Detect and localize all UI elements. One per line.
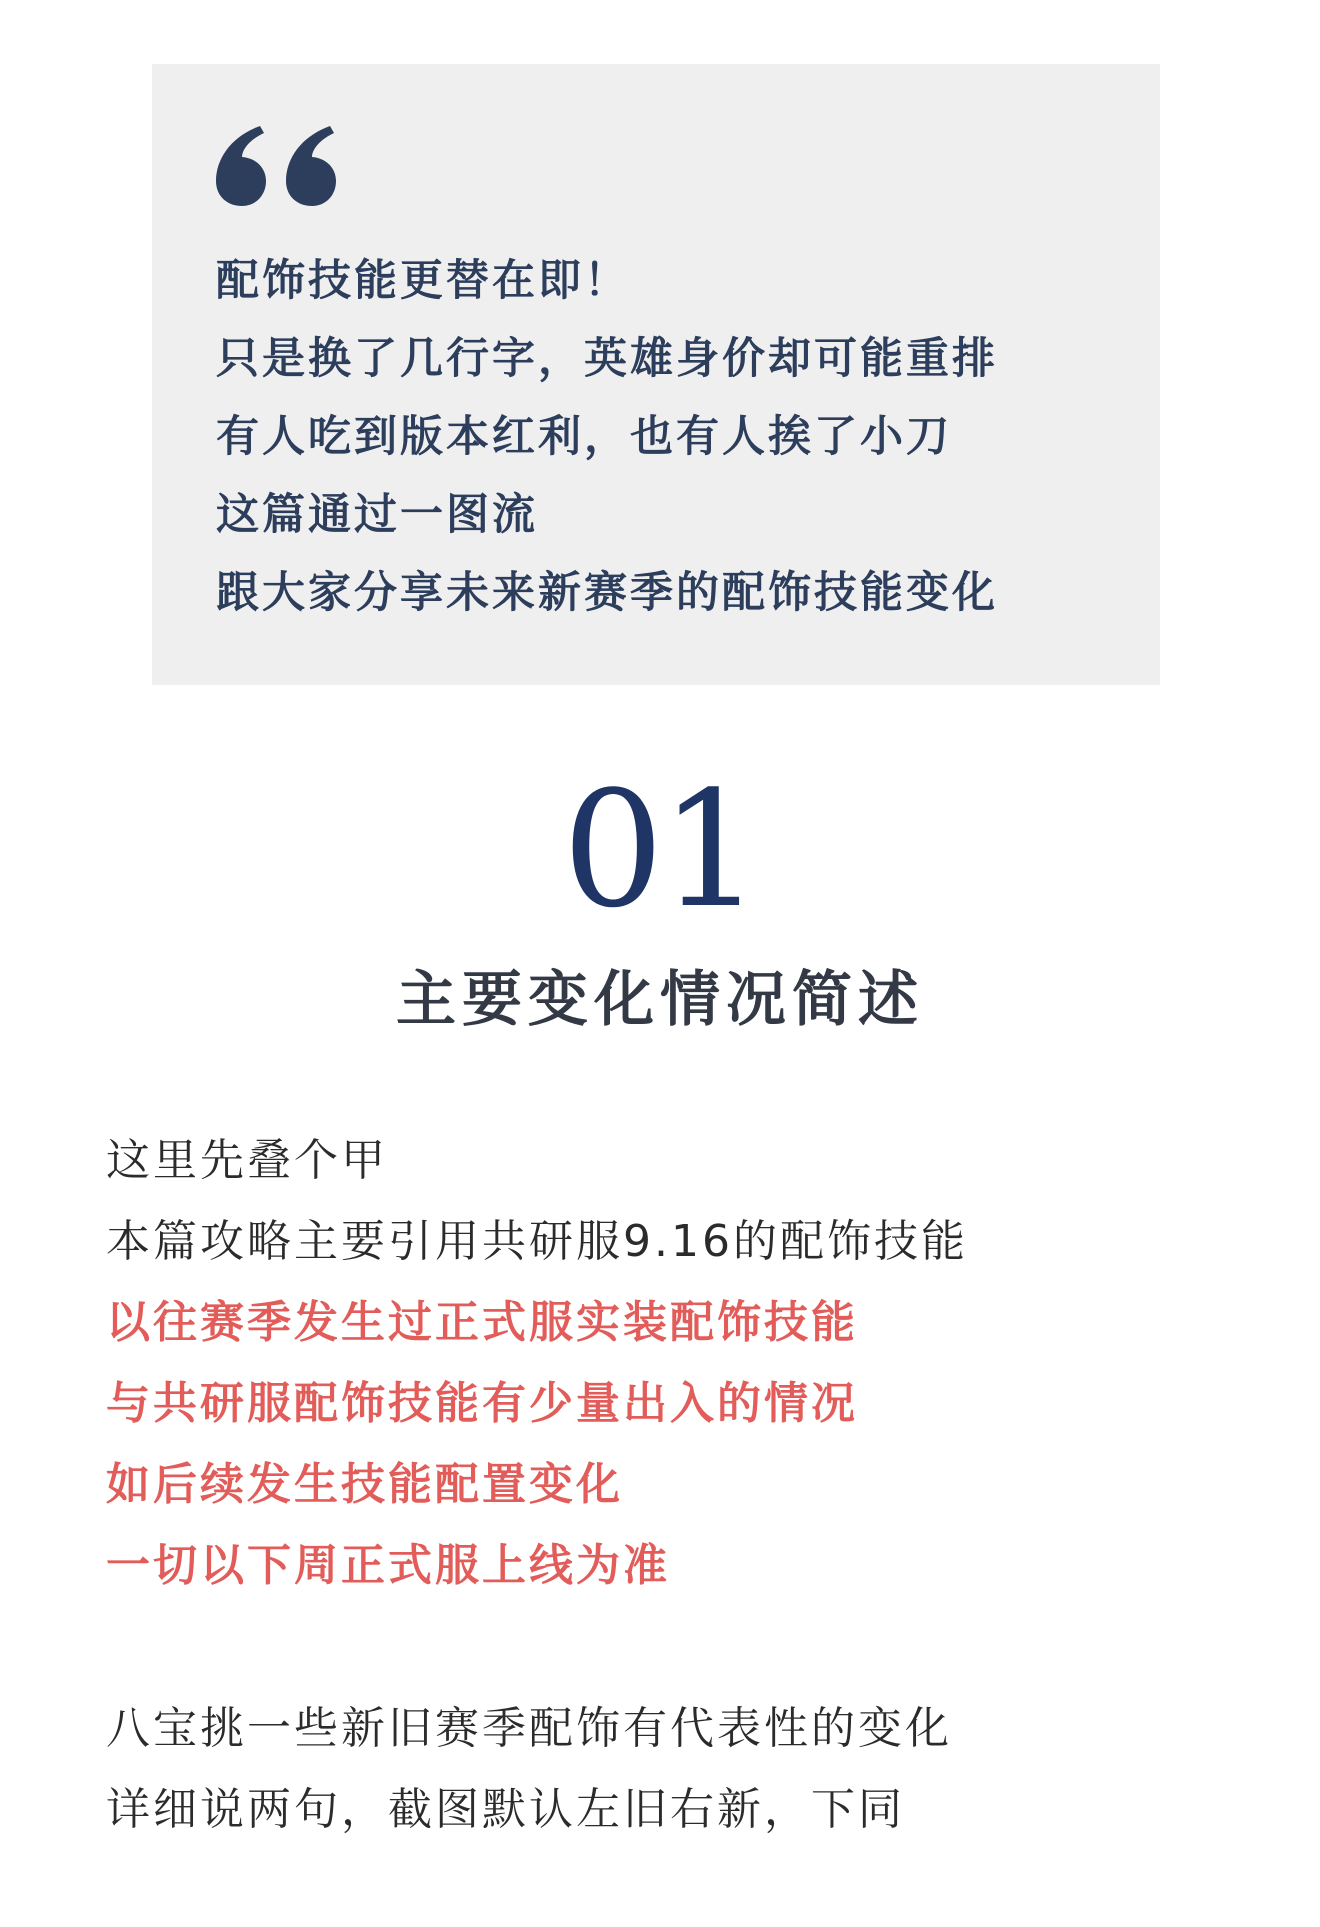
disclaimer-paragraph (106, 1120, 968, 1606)
intro-paragraph (106, 1688, 952, 1850)
body-line: 八宝挑一些新旧赛季配饰有代表性的变化 (106, 1703, 952, 1754)
quote-line: 配饰技能更替在即！ (216, 256, 630, 306)
body-line: 这里先叠个甲 (106, 1135, 388, 1186)
quote-line: 这篇通过一图流 (216, 490, 538, 540)
section-number: 01 (562, 756, 758, 943)
highlight-line: 如后续发生技能配置变化 (106, 1459, 623, 1510)
intro-quote-lines (216, 242, 998, 632)
highlight-line: 以往赛季发生过正式服实装配饰技能 (106, 1297, 858, 1348)
highlight-line: 一切以下周正式服上线为准 (106, 1540, 670, 1591)
body-line: 本篇攻略主要引用共研服9.16的配饰技能 (106, 1216, 968, 1267)
quote-line: 只是换了几行字，英雄身价却可能重排 (216, 334, 998, 384)
section-title: 主要变化情况简述 (396, 965, 924, 1035)
quote-marks-icon (216, 126, 340, 206)
intro-quote-box (152, 64, 1160, 685)
quote-line: 跟大家分享未来新赛季的配饰技能变化 (216, 568, 998, 618)
quote-line: 有人吃到版本红利，也有人挨了小刀 (216, 412, 952, 462)
highlight-line: 与共研服配饰技能有少量出入的情况 (106, 1378, 858, 1429)
body-line: 详细说两句，截图默认左旧右新，下同 (106, 1784, 905, 1835)
